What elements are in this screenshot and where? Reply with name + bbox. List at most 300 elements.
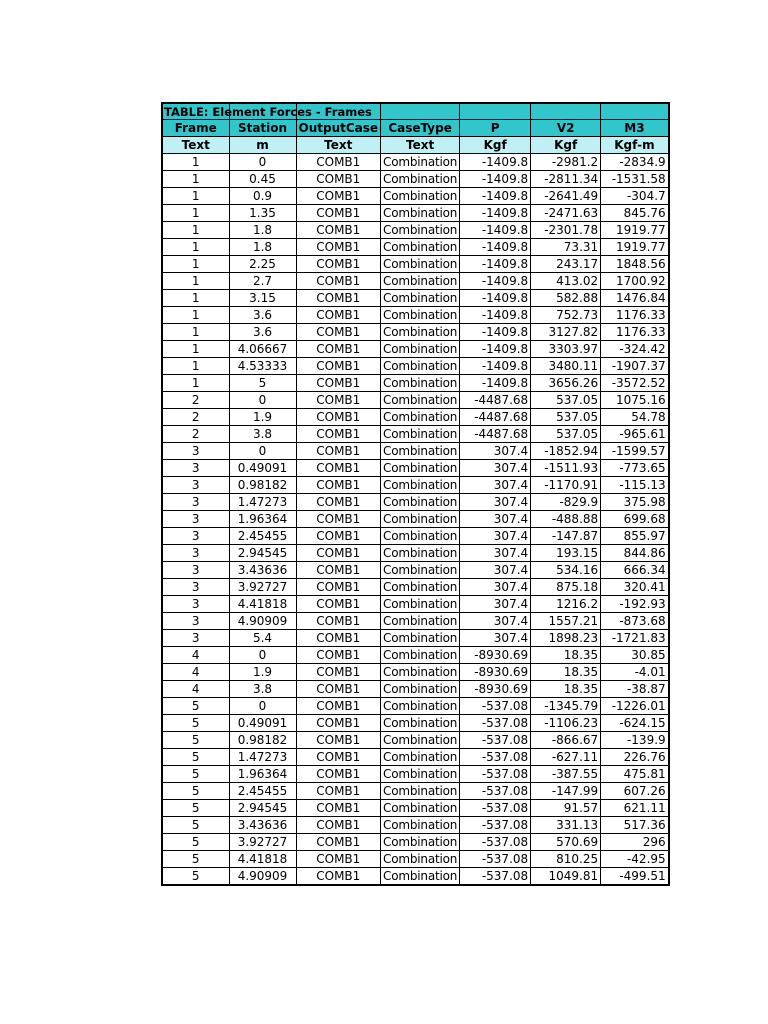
cell-station: 1.35 [229, 204, 296, 221]
cell-v2: 752.73 [531, 306, 601, 323]
cell-station: 0 [229, 442, 296, 459]
table-row [162, 187, 669, 204]
cell-outputcase: COMB1 [296, 289, 381, 306]
cell-v2: 413.02 [531, 272, 601, 289]
cell-m3: 1476.84 [601, 289, 669, 306]
cell-casetype: Combination [381, 442, 460, 459]
cell-p: 307.4 [460, 544, 531, 561]
cell-frame: 5 [162, 850, 229, 867]
cell-m3: -42.95 [601, 850, 669, 867]
cell-outputcase: COMB1 [296, 629, 381, 646]
cell-frame: 1 [162, 238, 229, 255]
cell-v2: -2981.2 [531, 153, 601, 170]
cell-v2: 243.17 [531, 255, 601, 272]
cell-p: -537.08 [460, 799, 531, 816]
cell-p: -537.08 [460, 765, 531, 782]
cell-station: 0.9 [229, 187, 296, 204]
cell-frame: 3 [162, 527, 229, 544]
cell-outputcase: COMB1 [296, 170, 381, 187]
cell-p: -1409.8 [460, 238, 531, 255]
unit-outputcase: Text [296, 136, 381, 153]
cell-frame: 1 [162, 272, 229, 289]
table-row [162, 153, 669, 170]
cell-v2: -866.67 [531, 731, 601, 748]
cell-frame: 5 [162, 833, 229, 850]
cell-frame: 1 [162, 374, 229, 391]
cell-station: 0.45 [229, 170, 296, 187]
cell-station: 0 [229, 391, 296, 408]
cell-p: -537.08 [460, 731, 531, 748]
cell-casetype: Combination [381, 612, 460, 629]
cell-p: -1409.8 [460, 272, 531, 289]
cell-p: -537.08 [460, 833, 531, 850]
title-row [162, 103, 669, 119]
cell-casetype: Combination [381, 748, 460, 765]
cell-p: -1409.8 [460, 306, 531, 323]
cell-outputcase: COMB1 [296, 153, 381, 170]
cell-outputcase: COMB1 [296, 748, 381, 765]
cell-p: -1409.8 [460, 153, 531, 170]
cell-v2: -147.99 [531, 782, 601, 799]
cell-m3: -1226.01 [601, 697, 669, 714]
table-row [162, 663, 669, 680]
cell-p: -1409.8 [460, 374, 531, 391]
table-row [162, 680, 669, 697]
cell-casetype: Combination [381, 476, 460, 493]
cell-m3: 296 [601, 833, 669, 850]
cell-station: 3.15 [229, 289, 296, 306]
cell-casetype: Combination [381, 544, 460, 561]
unit-m3: Kgf-m [601, 136, 669, 153]
cell-frame: 5 [162, 816, 229, 833]
table-row [162, 799, 669, 816]
table-row [162, 221, 669, 238]
cell-m3: 855.97 [601, 527, 669, 544]
header-station: Station [229, 119, 296, 136]
cell-outputcase: COMB1 [296, 323, 381, 340]
cell-v2: 534.16 [531, 561, 601, 578]
cell-p: -537.08 [460, 850, 531, 867]
table-row [162, 697, 669, 714]
cell-outputcase: COMB1 [296, 340, 381, 357]
cell-outputcase: COMB1 [296, 442, 381, 459]
cell-casetype: Combination [381, 799, 460, 816]
cell-p: 307.4 [460, 510, 531, 527]
cell-station: 4.90909 [229, 867, 296, 885]
element-forces-table [161, 102, 670, 886]
cell-outputcase: COMB1 [296, 459, 381, 476]
cell-station: 4.41818 [229, 595, 296, 612]
cell-frame: 3 [162, 493, 229, 510]
cell-m3: 375.98 [601, 493, 669, 510]
cell-p: -1409.8 [460, 289, 531, 306]
units-row [162, 136, 669, 153]
cell-p: -1409.8 [460, 221, 531, 238]
cell-m3: -3572.52 [601, 374, 669, 391]
cell-m3: 699.68 [601, 510, 669, 527]
cell-v2: 331.13 [531, 816, 601, 833]
cell-m3: -773.65 [601, 459, 669, 476]
cell-v2: 570.69 [531, 833, 601, 850]
cell-p: -537.08 [460, 867, 531, 885]
header-m3: M3 [601, 119, 669, 136]
cell-frame: 3 [162, 629, 229, 646]
cell-v2: -147.87 [531, 527, 601, 544]
cell-m3: 1848.56 [601, 255, 669, 272]
cell-station: 3.8 [229, 425, 296, 442]
cell-m3: 517.36 [601, 816, 669, 833]
table-row [162, 612, 669, 629]
cell-outputcase: COMB1 [296, 204, 381, 221]
table-row [162, 816, 669, 833]
cell-m3: -1721.83 [601, 629, 669, 646]
cell-m3: -965.61 [601, 425, 669, 442]
cell-v2: 537.05 [531, 408, 601, 425]
cell-outputcase: COMB1 [296, 476, 381, 493]
cell-p: -4487.68 [460, 425, 531, 442]
table-row [162, 255, 669, 272]
cell-v2: -829.9 [531, 493, 601, 510]
cell-outputcase: COMB1 [296, 510, 381, 527]
cell-p: 307.4 [460, 595, 531, 612]
cell-casetype: Combination [381, 867, 460, 885]
cell-frame: 3 [162, 476, 229, 493]
table-row [162, 850, 669, 867]
cell-m3: 30.85 [601, 646, 669, 663]
cell-station: 3.8 [229, 680, 296, 697]
cell-outputcase: COMB1 [296, 306, 381, 323]
table-row [162, 357, 669, 374]
cell-p: 307.4 [460, 459, 531, 476]
cell-p: -537.08 [460, 748, 531, 765]
cell-station: 1.9 [229, 408, 296, 425]
cell-m3: -139.9 [601, 731, 669, 748]
table-row [162, 391, 669, 408]
cell-v2: 18.35 [531, 680, 601, 697]
cell-frame: 1 [162, 170, 229, 187]
cell-p: -8930.69 [460, 680, 531, 697]
table-row [162, 527, 669, 544]
cell-station: 2.7 [229, 272, 296, 289]
cell-outputcase: COMB1 [296, 561, 381, 578]
cell-outputcase: COMB1 [296, 493, 381, 510]
cell-v2: 1049.81 [531, 867, 601, 885]
cell-station: 2.25 [229, 255, 296, 272]
cell-station: 1.47273 [229, 748, 296, 765]
table-row [162, 289, 669, 306]
title-filler-cell [381, 103, 460, 119]
cell-casetype: Combination [381, 357, 460, 374]
cell-station: 5.4 [229, 629, 296, 646]
cell-casetype: Combination [381, 493, 460, 510]
cell-p: -537.08 [460, 782, 531, 799]
cell-v2: 3656.26 [531, 374, 601, 391]
cell-casetype: Combination [381, 816, 460, 833]
cell-p: -1409.8 [460, 170, 531, 187]
cell-station: 2.94545 [229, 799, 296, 816]
table-row [162, 408, 669, 425]
cell-station: 1.9 [229, 663, 296, 680]
header-row [162, 119, 669, 136]
cell-outputcase: COMB1 [296, 850, 381, 867]
cell-casetype: Combination [381, 391, 460, 408]
header-casetype: CaseType [381, 119, 460, 136]
cell-v2: 91.57 [531, 799, 601, 816]
cell-casetype: Combination [381, 323, 460, 340]
table-row [162, 306, 669, 323]
cell-casetype: Combination [381, 714, 460, 731]
table-row [162, 374, 669, 391]
table-row [162, 714, 669, 731]
cell-p: 307.4 [460, 561, 531, 578]
table-row [162, 204, 669, 221]
table-title: TABLE: Element Forces - Frames [164, 105, 372, 119]
cell-v2: -1511.93 [531, 459, 601, 476]
cell-station: 3.43636 [229, 816, 296, 833]
cell-station: 1.96364 [229, 765, 296, 782]
cell-casetype: Combination [381, 204, 460, 221]
cell-m3: 320.41 [601, 578, 669, 595]
cell-v2: -2811.34 [531, 170, 601, 187]
cell-outputcase: COMB1 [296, 527, 381, 544]
cell-outputcase: COMB1 [296, 731, 381, 748]
cell-casetype: Combination [381, 221, 460, 238]
header-outputcase: OutputCase [296, 119, 381, 136]
cell-p: 307.4 [460, 476, 531, 493]
cell-frame: 1 [162, 357, 229, 374]
cell-m3: -873.68 [601, 612, 669, 629]
table-row [162, 595, 669, 612]
cell-frame: 3 [162, 561, 229, 578]
cell-frame: 5 [162, 697, 229, 714]
cell-outputcase: COMB1 [296, 765, 381, 782]
cell-casetype: Combination [381, 680, 460, 697]
cell-casetype: Combination [381, 663, 460, 680]
cell-m3: -115.13 [601, 476, 669, 493]
cell-v2: 3127.82 [531, 323, 601, 340]
cell-station: 0 [229, 153, 296, 170]
cell-station: 0.98182 [229, 476, 296, 493]
cell-casetype: Combination [381, 187, 460, 204]
table-row [162, 442, 669, 459]
cell-station: 4.06667 [229, 340, 296, 357]
cell-station: 1.47273 [229, 493, 296, 510]
table-row [162, 323, 669, 340]
cell-p: -537.08 [460, 697, 531, 714]
cell-station: 0 [229, 646, 296, 663]
cell-station: 0.49091 [229, 714, 296, 731]
table-row [162, 782, 669, 799]
cell-outputcase: COMB1 [296, 578, 381, 595]
cell-m3: -624.15 [601, 714, 669, 731]
cell-casetype: Combination [381, 646, 460, 663]
table-row [162, 833, 669, 850]
cell-casetype: Combination [381, 425, 460, 442]
table-row [162, 425, 669, 442]
cell-m3: -304.7 [601, 187, 669, 204]
table-row [162, 476, 669, 493]
cell-p: -1409.8 [460, 204, 531, 221]
cell-m3: 621.11 [601, 799, 669, 816]
cell-frame: 4 [162, 680, 229, 697]
cell-frame: 1 [162, 221, 229, 238]
cell-m3: -38.87 [601, 680, 669, 697]
cell-m3: 475.81 [601, 765, 669, 782]
cell-v2: 1557.21 [531, 612, 601, 629]
table-row [162, 170, 669, 187]
table-row [162, 629, 669, 646]
cell-outputcase: COMB1 [296, 816, 381, 833]
cell-v2: 875.18 [531, 578, 601, 595]
cell-frame: 1 [162, 289, 229, 306]
cell-p: -8930.69 [460, 663, 531, 680]
cell-m3: 845.76 [601, 204, 669, 221]
table-row [162, 561, 669, 578]
cell-v2: -1170.91 [531, 476, 601, 493]
cell-p: -537.08 [460, 714, 531, 731]
unit-station: m [229, 136, 296, 153]
cell-station: 5 [229, 374, 296, 391]
cell-outputcase: COMB1 [296, 867, 381, 885]
cell-frame: 1 [162, 153, 229, 170]
cell-m3: 666.34 [601, 561, 669, 578]
cell-frame: 1 [162, 340, 229, 357]
cell-p: -4487.68 [460, 391, 531, 408]
cell-station: 2.94545 [229, 544, 296, 561]
cell-casetype: Combination [381, 238, 460, 255]
cell-m3: 1919.77 [601, 238, 669, 255]
cell-casetype: Combination [381, 765, 460, 782]
cell-m3: 1919.77 [601, 221, 669, 238]
cell-outputcase: COMB1 [296, 595, 381, 612]
cell-p: 307.4 [460, 527, 531, 544]
cell-outputcase: COMB1 [296, 425, 381, 442]
cell-station: 3.6 [229, 306, 296, 323]
title-filler-cell [601, 103, 669, 119]
table-row [162, 459, 669, 476]
cell-frame: 2 [162, 408, 229, 425]
cell-frame: 1 [162, 187, 229, 204]
cell-v2: -387.55 [531, 765, 601, 782]
cell-outputcase: COMB1 [296, 714, 381, 731]
cell-p: -1409.8 [460, 357, 531, 374]
table-row [162, 646, 669, 663]
table-row [162, 748, 669, 765]
cell-m3: 1176.33 [601, 323, 669, 340]
cell-p: 307.4 [460, 629, 531, 646]
cell-v2: 810.25 [531, 850, 601, 867]
table-row [162, 867, 669, 885]
table-row [162, 340, 669, 357]
cell-v2: 537.05 [531, 391, 601, 408]
cell-outputcase: COMB1 [296, 782, 381, 799]
cell-p: 307.4 [460, 612, 531, 629]
cell-m3: -1531.58 [601, 170, 669, 187]
cell-casetype: Combination [381, 527, 460, 544]
cell-m3: 54.78 [601, 408, 669, 425]
cell-frame: 1 [162, 204, 229, 221]
cell-v2: 1898.23 [531, 629, 601, 646]
cell-p: 307.4 [460, 493, 531, 510]
table-body [162, 103, 669, 885]
header-v2: V2 [531, 119, 601, 136]
cell-m3: -499.51 [601, 867, 669, 885]
cell-m3: -4.01 [601, 663, 669, 680]
unit-frame: Text [162, 136, 229, 153]
table-row [162, 272, 669, 289]
cell-station: 0.49091 [229, 459, 296, 476]
cell-frame: 3 [162, 510, 229, 527]
cell-station: 1.8 [229, 238, 296, 255]
cell-v2: -488.88 [531, 510, 601, 527]
cell-p: -8930.69 [460, 646, 531, 663]
cell-m3: -324.42 [601, 340, 669, 357]
cell-v2: 1216.2 [531, 595, 601, 612]
cell-v2: -2301.78 [531, 221, 601, 238]
cell-frame: 3 [162, 612, 229, 629]
cell-outputcase: COMB1 [296, 238, 381, 255]
cell-frame: 2 [162, 391, 229, 408]
cell-frame: 3 [162, 578, 229, 595]
cell-m3: -192.93 [601, 595, 669, 612]
cell-m3: 1075.16 [601, 391, 669, 408]
cell-frame: 5 [162, 714, 229, 731]
cell-v2: -2641.49 [531, 187, 601, 204]
unit-casetype: Text [381, 136, 460, 153]
cell-outputcase: COMB1 [296, 391, 381, 408]
cell-v2: 3303.97 [531, 340, 601, 357]
table-row [162, 731, 669, 748]
table-row [162, 765, 669, 782]
cell-v2: 582.88 [531, 289, 601, 306]
header-p: P [460, 119, 531, 136]
cell-m3: 1700.92 [601, 272, 669, 289]
cell-v2: 3480.11 [531, 357, 601, 374]
cell-station: 0.98182 [229, 731, 296, 748]
cell-frame: 3 [162, 442, 229, 459]
cell-m3: 1176.33 [601, 306, 669, 323]
table-row [162, 493, 669, 510]
cell-v2: 18.35 [531, 646, 601, 663]
cell-frame: 5 [162, 867, 229, 885]
cell-casetype: Combination [381, 850, 460, 867]
cell-v2: 537.05 [531, 425, 601, 442]
cell-outputcase: COMB1 [296, 374, 381, 391]
cell-station: 1.96364 [229, 510, 296, 527]
cell-m3: -2834.9 [601, 153, 669, 170]
unit-v2: Kgf [531, 136, 601, 153]
cell-casetype: Combination [381, 374, 460, 391]
cell-outputcase: COMB1 [296, 697, 381, 714]
cell-casetype: Combination [381, 561, 460, 578]
cell-m3: 844.86 [601, 544, 669, 561]
table-title-cell [162, 103, 372, 119]
cell-frame: 3 [162, 544, 229, 561]
cell-casetype: Combination [381, 340, 460, 357]
cell-station: 3.43636 [229, 561, 296, 578]
cell-v2: -627.11 [531, 748, 601, 765]
cell-station: 4.53333 [229, 357, 296, 374]
cell-casetype: Combination [381, 833, 460, 850]
header-frame: Frame [162, 119, 229, 136]
title-filler-cell [460, 103, 531, 119]
cell-v2: -2471.63 [531, 204, 601, 221]
cell-casetype: Combination [381, 153, 460, 170]
cell-frame: 5 [162, 748, 229, 765]
cell-frame: 5 [162, 799, 229, 816]
table-row [162, 578, 669, 595]
cell-station: 0 [229, 697, 296, 714]
